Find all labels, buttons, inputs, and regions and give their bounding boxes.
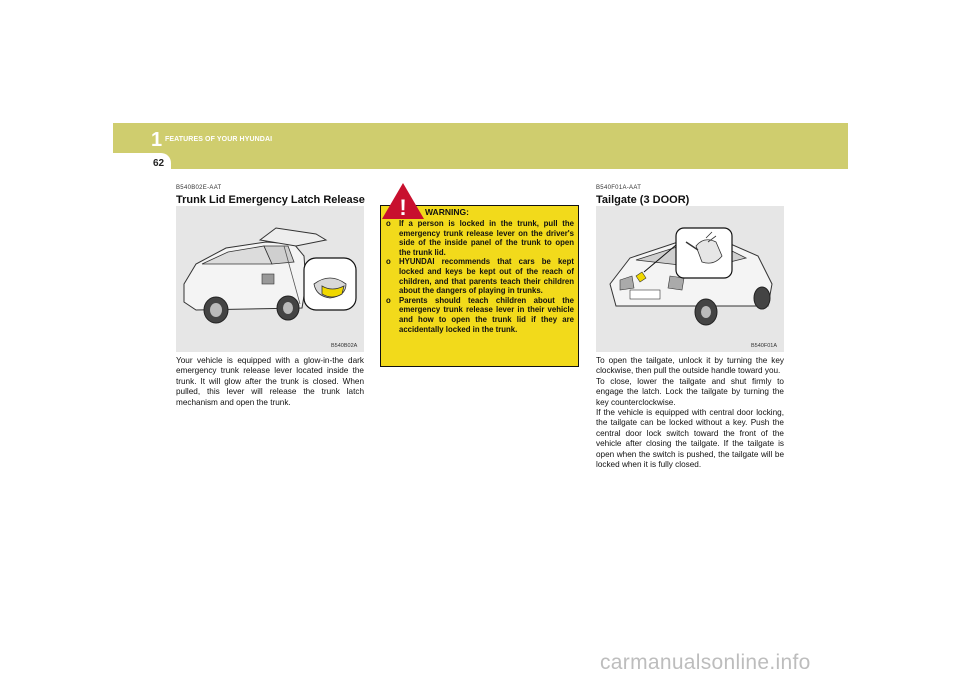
car-tailgate-illustration [596,206,784,352]
tailgate-figure [596,206,784,352]
warning-item: o If a person is locked in the trunk, pull the emergency trunk release lever on the driver's side of the inside panel of the trunk to open the trunk lid. [386,219,574,257]
watermark: carmanualsonline.info [600,651,811,674]
page-number: 62 [153,158,165,169]
section-body [596,356,784,470]
body-paragraph: To close, lower the tailgate and shut firmly to engage the latch. Lock the tailgate by turning the key counterclockwise. [596,376,784,407]
warning-exclamation: ! [399,195,407,220]
warning-triangle-icon [380,181,426,221]
figure-code: B540F01A [751,343,777,349]
chapter-title: FEATURES OF YOUR HYUNDAI [165,136,273,143]
section-code: B540F01A-AAT [596,185,642,191]
trunk-latch-figure [176,206,364,352]
warning-item: o HYUNDAI recommends that cars be kept locked and keys be kept out of the reach of children, and that parents teach their children about the dangers of playing in trunks. [386,257,574,296]
section-heading: Tailgate (3 DOOR) [596,194,690,206]
bullet-marker: o [386,219,391,228]
section-code: B540B02E-AAT [176,185,222,191]
section-body: Your vehicle is equipped with a glow-in-the dark emergency trunk release lever located inside the trunk. It will glow after the trunk is closed. When pulled, this lever will release the trunk latch mechanism and open the trunk. [176,356,364,407]
warning-list [386,219,574,334]
body-paragraph: If the vehicle is equipped with central door locking, the tailgate can be locked without a key. Push the central door lock switch toward the front of the vehicle after closing the tailgate. If the tailgate is open when the switch is pushed, the tailgate will be locked when it is fully closed. [596,408,784,470]
car-open-trunk-illustration [176,206,364,352]
bullet-marker: o [386,257,391,267]
warning-item: o Parents should teach children about the emergency trunk release lever in their vehicle and how to open the trunk lid if they are accidentally locked in the trunk. [386,295,574,334]
warning-title: WARNING: [425,207,469,217]
figure-code: B540B02A [331,343,358,349]
body-paragraph: To open the tailgate, unlock it by turning the key clockwise, then pull the outside handle toward you. [596,356,784,376]
section-heading: Trunk Lid Emergency Latch Release [176,194,365,206]
chapter-header-band [113,123,848,169]
bullet-marker: o [386,295,391,305]
chapter-number: 1 [151,129,163,151]
